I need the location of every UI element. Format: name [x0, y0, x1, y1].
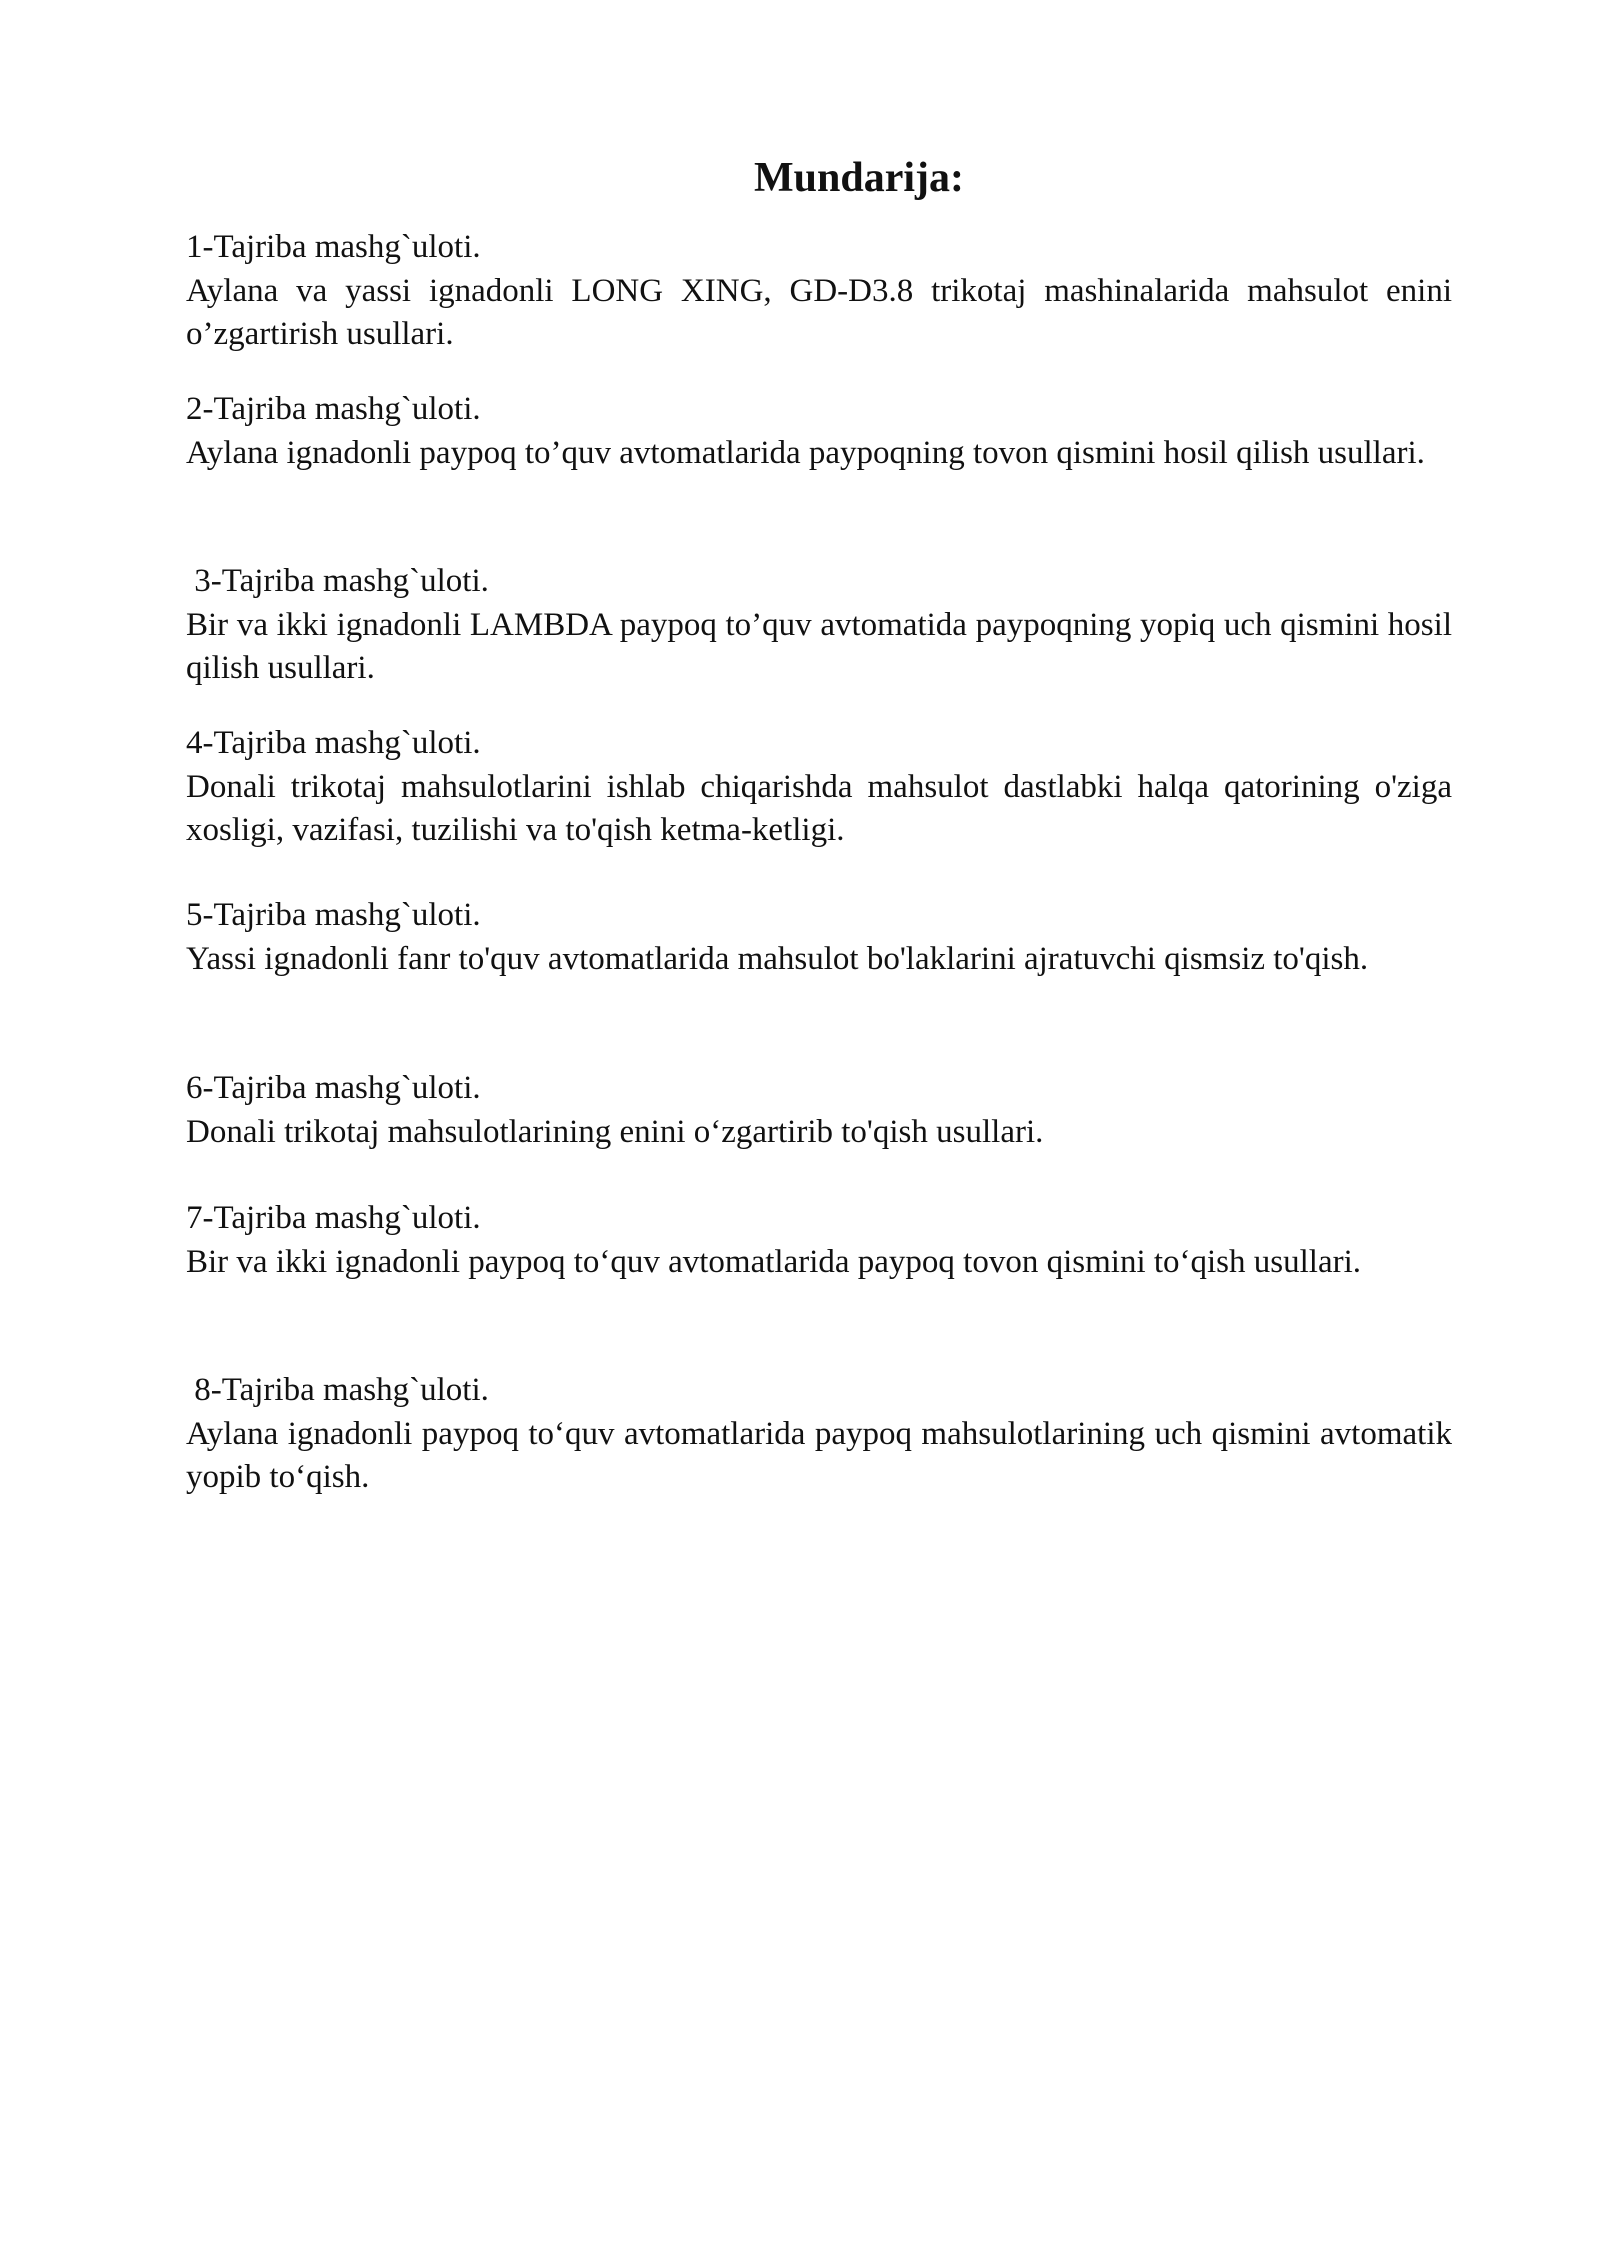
toc-entry-heading: 3-Tajriba mashg`uloti.: [186, 563, 489, 599]
toc-entry-3: [186, 560, 1452, 691]
toc-entry-description: Donali trikotaj mahsulotlarini ishlab chiqarishda mahsulot dastlabki halqa qatorining o'ziga xosligi, vazifasi, tuzilishi va to'qish ketma-ketligi.: [186, 768, 1452, 848]
toc-entry-6: [186, 1067, 1452, 1154]
toc-entry-heading: 7-Tajriba mashg`uloti.: [186, 1200, 481, 1236]
toc-entry-description: Aylana ignadonli paypoq toʻquv avtomatlarida paypoq mahsulotlarining uch qismini avtomatik yopib toʻqish.: [186, 1415, 1452, 1495]
toc-entry-1: [186, 226, 1452, 357]
toc-entry-description: Donali trikotaj mahsulotlarining enini oʻzgartirib to'qish usullari.: [186, 1113, 1044, 1150]
toc-entry-heading: 4-Tajriba mashg`uloti.: [186, 725, 481, 761]
toc-entry-heading: 6-Tajriba mashg`uloti.: [186, 1070, 481, 1106]
toc-entry-2: [186, 388, 1452, 475]
toc-entry-heading: 5-Tajriba mashg`uloti.: [186, 897, 481, 933]
toc-entry-description: Bir va ikki ignadonli LAMBDA paypoq to’quv avtomatida paypoqning yopiq uch qismini hosil qilish usullari.: [186, 606, 1452, 686]
toc-entry-8: [186, 1369, 1452, 1500]
toc-entry-7: [186, 1197, 1452, 1284]
toc-entry-description: Yassi ignadonli fanr to'quv avtomatlarida mahsulot bo'laklarini ajratuvchi qismsiz to'qish.: [186, 940, 1369, 977]
toc-entry-4: [186, 722, 1452, 853]
toc-entry-heading: 8-Tajriba mashg`uloti.: [186, 1372, 489, 1408]
toc-entry-heading: 1-Tajriba mashg`uloti.: [186, 229, 481, 265]
toc-entry-description: Bir va ikki ignadonli paypoq toʻquv avtomatlarida paypoq tovon qismini toʻqish usullari.: [186, 1243, 1362, 1280]
toc-entry-5: [186, 894, 1452, 981]
toc-entry-heading: 2-Tajriba mashg`uloti.: [186, 391, 481, 427]
toc-entry-description: Aylana va yassi ignadonli LONG XING, GD-D3.8 trikotaj mashinalarida mahsulot enini o’zgartirish usullari.: [186, 272, 1452, 352]
page-title: Mundarija:: [754, 155, 964, 201]
toc-entry-description: Aylana ignadonli paypoq to’quv avtomatlarida paypoqning tovon qismini hosil qilish usullari.: [186, 434, 1425, 471]
